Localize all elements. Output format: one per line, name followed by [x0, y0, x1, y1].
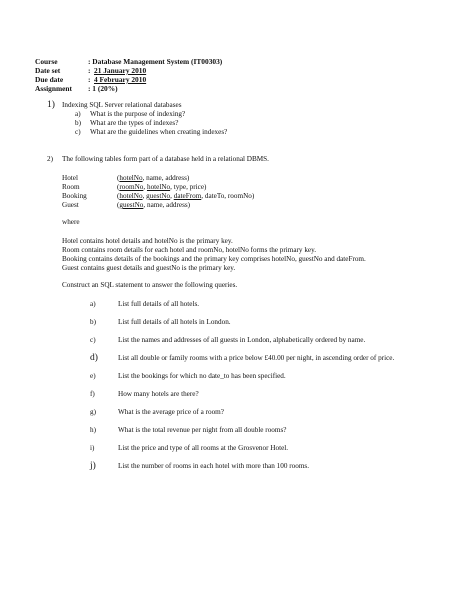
relation-description: Booking contains details of the bookings and the primary key comprises hotelNo, guestNo and dateFrom.	[62, 255, 366, 263]
schema-open: (	[117, 192, 120, 200]
query-letter: g)	[90, 408, 96, 416]
due-date-prefix: :	[88, 75, 91, 84]
query-text: List the bookings for which no date_to has been specified.	[118, 372, 286, 380]
table-name: Hotel	[62, 174, 78, 182]
table-schema: (roomNo, hotelNo, type, price)	[117, 183, 207, 191]
q1-item-letter: b)	[75, 119, 81, 127]
query-letter: e)	[90, 372, 96, 380]
query-letter: f)	[90, 390, 95, 398]
schema-rest: , name, address)	[143, 201, 191, 209]
primary-key-field: guestNo	[119, 201, 144, 209]
q1-item-letter: a)	[75, 110, 81, 118]
schema-open: (	[117, 174, 120, 182]
query-letter: h)	[90, 426, 96, 434]
q1-item-text: What are the types of indexes?	[90, 119, 179, 127]
date-set-label: Date set	[35, 66, 61, 75]
query-text: List the number of rooms in each hotel with more than 100 rooms.	[118, 462, 310, 470]
assignment-value: : 1 (20%)	[88, 84, 118, 93]
q2-intro: The following tables form part of a database held in a relational DBMS.	[62, 155, 269, 163]
date-set-value: 21 January 2010	[94, 66, 147, 75]
course-value: : Database Management System (IT00303)	[88, 57, 223, 66]
schema-open: (	[117, 201, 120, 209]
query-text: List the names and addresses of all guests in London, alphabetically ordered by name.	[118, 336, 366, 344]
query-text: What is the average price of a room?	[118, 408, 224, 416]
query-text: List the price and type of all rooms at the Grosvenor Hotel.	[118, 444, 289, 452]
q1-item-text: What is the purpose of indexing?	[90, 110, 186, 118]
query-letter: c)	[90, 336, 96, 344]
construct-instruction: Construct an SQL statement to answer the following queries.	[62, 281, 238, 289]
table-name: Guest	[62, 201, 79, 209]
q1-item-letter: c)	[75, 128, 81, 136]
query-letter: j)	[90, 461, 96, 471]
query-letter: b)	[90, 318, 96, 326]
query-letter: a)	[90, 300, 96, 308]
query-letter: d)	[90, 353, 98, 363]
schema-rest: , type, price)	[170, 183, 207, 191]
query-text: List all double or family rooms with a price below £40.00 per night, in ascending order of price.	[118, 354, 395, 362]
relation-description: Hotel contains hotel details and hotelNo is the primary key.	[62, 237, 233, 245]
q1-number: 1)	[47, 100, 55, 110]
query-text: How many hotels are there?	[118, 390, 199, 398]
primary-key-field: guestNo	[146, 192, 171, 200]
schema-open: (	[117, 183, 120, 191]
query-text: List full details of all hotels in London.	[118, 318, 231, 326]
date-set-prefix: :	[88, 66, 91, 75]
primary-key-field: hotelNo	[119, 192, 143, 200]
table-schema	[117, 174, 189, 183]
q2-number: 2)	[47, 155, 53, 163]
table-schema: (hotelNo, guestNo, dateFrom, dateTo, roomNo)	[117, 192, 255, 200]
due-date-label: Due date	[35, 75, 64, 84]
schema-rest: , dateTo, roomNo)	[201, 192, 255, 200]
q1-item-text: What are the guidelines when creating indexes?	[90, 128, 228, 136]
due-date-value: 4 February 2010	[94, 75, 147, 84]
query-letter: i)	[90, 444, 95, 452]
schema-rest: , name, address)	[142, 174, 190, 182]
where-label: where	[62, 218, 80, 226]
query-text: List full details of all hotels.	[118, 300, 200, 308]
relation-description: Room contains room details for each hotel and roomNo, hotelNo forms the primary key.	[62, 246, 317, 254]
assignment-label: Assignment	[35, 84, 72, 93]
table-name: Room	[62, 183, 80, 191]
table-schema	[117, 201, 190, 210]
relation-description: Guest contains guest details and guestNo is the primary key.	[62, 264, 236, 272]
table-name: Booking	[62, 192, 87, 200]
primary-key-field: hotelNo	[119, 174, 143, 182]
primary-key-field: dateFrom	[173, 192, 202, 200]
query-text: What is the total revenue per night from all double rooms?	[118, 426, 287, 434]
primary-key-field: roomNo	[119, 183, 144, 191]
primary-key-field: hotelNo	[146, 183, 171, 191]
q1-title: Indexing SQL Server relational databases	[62, 101, 182, 109]
course-label: Course	[35, 57, 58, 66]
